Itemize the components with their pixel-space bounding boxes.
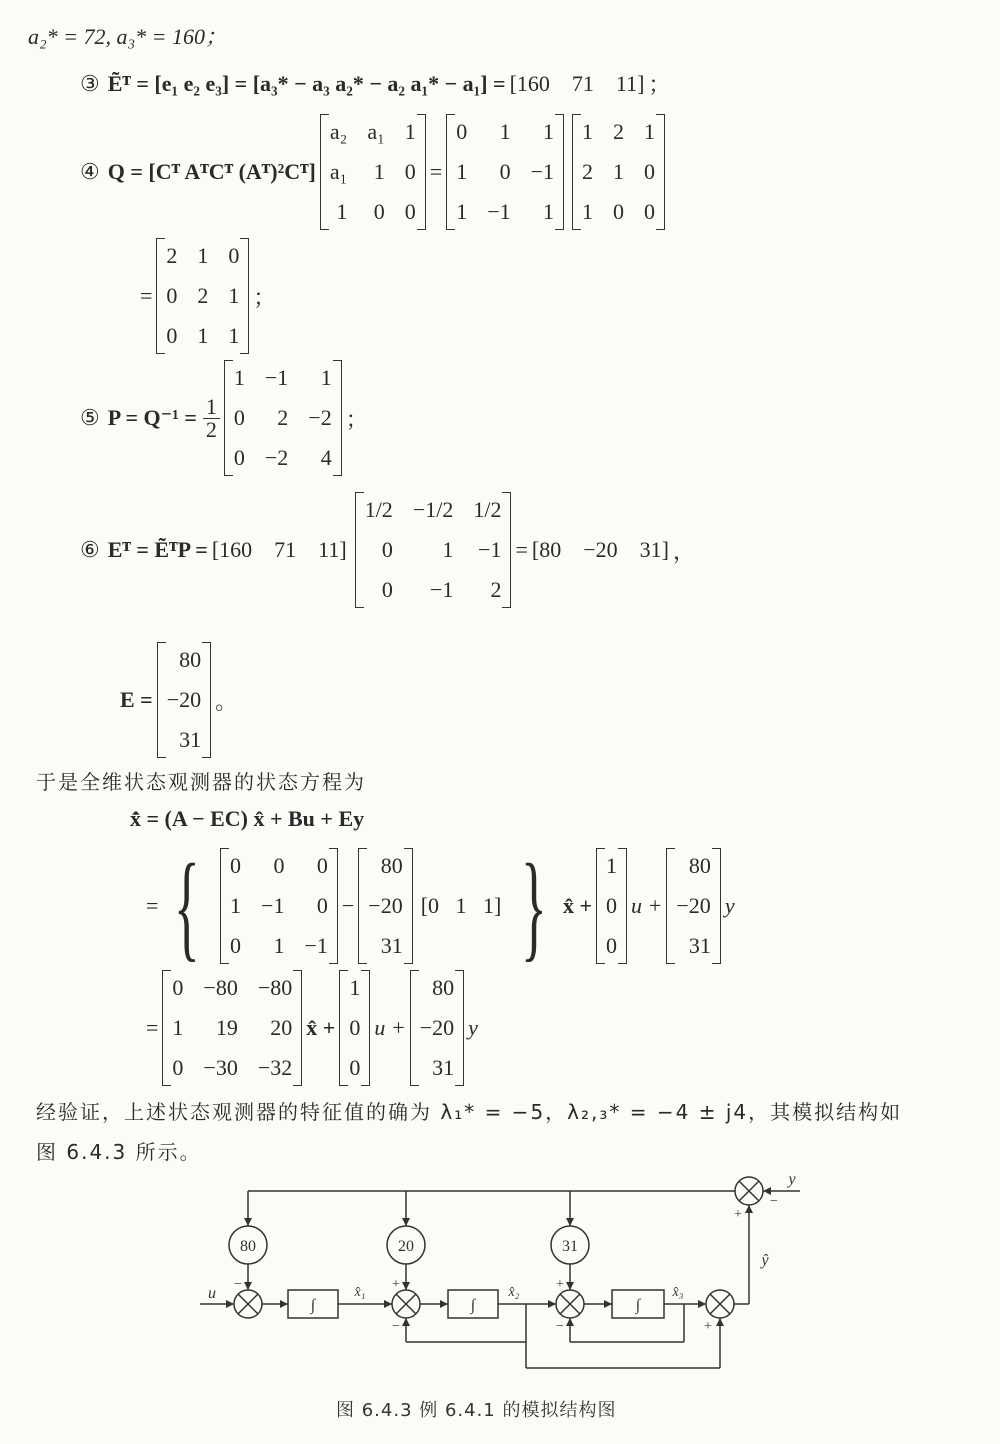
matrix-cell: 31 <box>432 1055 455 1080</box>
matrix-cell: 2 <box>277 405 289 430</box>
observer-equation: x̂̇ = (A − EC) x̂ + Bu + Ey <box>130 806 365 831</box>
punct: ， <box>672 538 695 564</box>
matrix-cell: −2 <box>308 405 332 430</box>
matrix-e <box>666 846 720 966</box>
matrix-cell: 1 <box>582 199 594 224</box>
matrix-cell: 1 <box>320 365 332 390</box>
matrix-cell: −1/2 <box>412 497 454 522</box>
sign-plus: + <box>734 1207 742 1222</box>
matrix-cell: −1 <box>478 537 502 562</box>
punct: ； <box>253 284 276 310</box>
matrix-b <box>339 968 370 1088</box>
matrix-cell: 1 <box>273 933 285 958</box>
observer-equation-result: = 0 −80 −80 1 19 20 0 −30 −32 x̂ + 1 0 0 u + 80 −20 31 y <box>146 968 478 1088</box>
sign-minus: − <box>556 1319 564 1334</box>
matrix-cell: −1 <box>429 577 454 602</box>
state-x3-label: x̂₃ <box>672 1285 684 1300</box>
step-3-vector: [160 71 11] <box>509 70 645 96</box>
matrix-cell: 0 <box>456 119 468 144</box>
matrix-cell: 0 <box>228 243 240 268</box>
integrator-1-symbol: ∫ <box>310 1297 316 1314</box>
matrix-a-coeff <box>320 112 426 232</box>
matrix-cell: 80 <box>688 853 711 878</box>
paragraph-figure-ref: 图 6.4.3 所示。 <box>36 1140 202 1164</box>
matrix-cell: 80 <box>179 647 202 672</box>
output-y-label: y <box>788 1171 796 1188</box>
fraction-half: $\frac{1}{2}$ <box>203 396 220 441</box>
matrix-cell: 1 <box>613 159 625 184</box>
matrix-cell: 31 <box>380 933 403 958</box>
matrix-cell: 0 <box>613 199 625 224</box>
matrix-cell: 1 <box>582 119 594 144</box>
step-6-number: ⑥ <box>80 537 100 562</box>
matrix-cell: 1 <box>644 119 656 144</box>
gain-20-label: 20 <box>398 1238 414 1255</box>
matrix-cell: 1/2 <box>364 497 393 522</box>
figure-caption: 图 6.4.3 例 6.4.1 的模拟结构图 <box>336 1400 617 1421</box>
matrix-cell: 0 <box>606 933 618 958</box>
matrix-cell: 80 <box>380 853 403 878</box>
matrix-cell: 4 <box>320 445 332 470</box>
matrix-cell: 1 <box>456 159 468 184</box>
matrix-cell: −2 <box>264 445 289 470</box>
matrix-cell: 1 <box>197 323 209 348</box>
matrix-p <box>224 358 342 478</box>
punct: 。 <box>215 688 238 714</box>
step-4-result: = 2 1 0 0 2 1 0 1 1 ； <box>140 236 275 356</box>
matrix-cell: −1 <box>304 933 328 958</box>
step-5-number: ⑤ <box>80 405 100 430</box>
step-4: ④ Q = [Cᵀ AᵀCᵀ (Aᵀ)²Cᵀ] a₂ a₁ 1 a₁ 1 0 1 0 0 = 0 1 1 1 0 −1 1 −1 1 1 2 1 2 1 0 1 0 0 <box>80 112 669 232</box>
sign-plus: + <box>392 1277 400 1292</box>
matrix-cell: −1 <box>487 199 511 224</box>
matrix-b <box>596 846 627 966</box>
matrix-cell: 1 <box>543 119 555 144</box>
matrix-cell: −80 <box>257 975 293 1000</box>
step-6-result-vector: [80 −20 31] <box>531 537 669 562</box>
matrix-cell: 0 <box>404 199 416 224</box>
matrix-cell: 0 <box>172 975 184 1000</box>
matrix-cell: 80 <box>432 975 455 1000</box>
step-3-number: ③ <box>80 70 100 96</box>
matrix-cell: −20 <box>676 893 711 918</box>
step-5-lhs: P = Q⁻¹ = <box>107 405 197 430</box>
step-4-number: ④ <box>80 159 100 184</box>
matrix-cell: 0 <box>349 1055 361 1080</box>
simulation-structure-diagram <box>0 1160 1000 1380</box>
punct: ； <box>345 406 368 432</box>
matrix-cell: a₂ <box>329 119 348 144</box>
matrix-cell: 20 <box>270 1015 293 1040</box>
matrix-cell: 1 <box>228 323 240 348</box>
vec-entry: 11 <box>615 70 638 96</box>
gain-80-label: 80 <box>240 1238 256 1255</box>
matrix-cell: 0 <box>230 853 242 878</box>
state-x2-label: x̂₂ <box>508 1285 520 1300</box>
matrix-cell: 2 <box>166 243 178 268</box>
step-6: ⑥ Eᵀ = ẼᵀP = [160 71 11] 1/2 −1/2 1/2 0 1 −1 0 −1 2 = [80 −20 31] ， <box>80 490 695 610</box>
matrix-cell: 0 <box>644 159 656 184</box>
matrix-cell: 0 <box>273 853 285 878</box>
matrix-cell: 2 <box>490 577 502 602</box>
paragraph-eigenvalues: 经验证，上述状态观测器的特征值的确为 λ₁* = −5，λ₂,₃* = −4 ± j4，其模拟结构如 <box>36 1100 903 1124</box>
matrix-cell: 1 <box>373 159 385 184</box>
matrix-cell: −20 <box>419 1015 455 1040</box>
matrix-cell: 2 <box>582 159 594 184</box>
matrix-cell: a₁ <box>329 159 348 184</box>
step-6-lhs: Eᵀ = ẼᵀP = <box>107 537 208 562</box>
sign-minus: − <box>234 1277 242 1292</box>
matrix-cell: 2 <box>613 119 625 144</box>
input-u-label: u <box>208 1285 216 1302</box>
integrator-2-symbol: ∫ <box>470 1297 476 1314</box>
summing-junction-output <box>706 1290 734 1318</box>
matrix-cell: 0 <box>404 159 416 184</box>
matrix-cell: 1 <box>543 199 555 224</box>
matrix-cell: 0 <box>233 445 245 470</box>
matrix-cell: 1 <box>172 1015 184 1040</box>
matrix-cell: −30 <box>203 1055 238 1080</box>
matrix-cell: 31 <box>688 933 711 958</box>
matrix-cell: 1/2 <box>473 497 502 522</box>
estimate-yhat-label: ŷ <box>761 1252 769 1269</box>
matrix-cell: 0 <box>316 893 328 918</box>
matrix-cell: 1 <box>228 283 240 308</box>
matrix-observability <box>446 112 564 232</box>
matrix-cell: 31 <box>179 727 202 752</box>
matrix-cell: 0 <box>499 159 511 184</box>
matrix-cell: 1 <box>197 243 209 268</box>
matrix-q <box>156 236 249 356</box>
matrix-cell: 0 <box>381 537 393 562</box>
matrix-cell: 1 <box>606 853 618 878</box>
sign-minus: − <box>392 1319 400 1334</box>
paragraph-observer-intro: 于是全维状态观测器的状态方程为 <box>36 770 366 794</box>
e-vector <box>120 640 237 760</box>
matrix-cell: 0 <box>349 1015 361 1040</box>
matrix-p-expanded <box>355 490 512 610</box>
step-4-lhs: Q = [Cᵀ AᵀCᵀ (Aᵀ)²Cᵀ] <box>107 159 316 184</box>
matrix-cell: 1 <box>404 119 416 144</box>
matrix-cell: −1 <box>264 365 289 390</box>
matrix-cell: 1 <box>336 199 348 224</box>
matrix-cell: 0 <box>166 323 178 348</box>
punct: ； <box>648 72 671 97</box>
matrix-cell: 0 <box>166 283 178 308</box>
step-5 <box>80 358 368 478</box>
matrix-cell: −1 <box>261 893 285 918</box>
sign-minus: − <box>770 1194 778 1209</box>
matrix-coeff-numeric <box>572 112 665 232</box>
matrix-cell: −20 <box>166 687 202 712</box>
matrix-cell: 1 <box>456 199 468 224</box>
matrix-a <box>220 846 338 966</box>
matrix-cell: −80 <box>203 975 238 1000</box>
matrix-cell: 1 <box>442 537 454 562</box>
step-6-vector: [160 71 11] <box>211 537 347 562</box>
matrix-cell: 1 <box>349 975 361 1000</box>
integrator-3-symbol: ∫ <box>635 1297 641 1314</box>
sign-plus: + <box>704 1319 712 1334</box>
matrix-e <box>157 640 211 760</box>
summing-junction-error <box>735 1177 763 1205</box>
observer-equation-expanded: = { 0 0 0 1 −1 0 0 1 −1 − 80 −20 31 [0 1 1] } x̂ + 1 0 0 u + 80 −20 31 y <box>146 839 735 972</box>
matrix-cell: 1 <box>230 893 242 918</box>
summing-junction-3 <box>556 1290 584 1318</box>
step-3-lhs: Ẽᵀ = [e₁ e₂ e₃] = [a₃* − a₃ a₂* − a₂ a₁* − a₁] = <box>107 70 506 96</box>
step-3 <box>80 68 670 99</box>
matrix-c: [0 1 1] <box>420 893 502 918</box>
vec-entry: 160 <box>516 70 550 96</box>
matrix-cell: 0 <box>316 853 328 878</box>
line-a-star-values: a₂* = 72, a₃* = 160； <box>28 24 227 49</box>
gain-31-label: 31 <box>562 1238 578 1255</box>
summing-junction-2 <box>392 1290 420 1318</box>
matrix-cell: −1 <box>530 159 555 184</box>
matrix-e <box>410 968 464 1088</box>
matrix-e <box>358 846 412 966</box>
matrix-cell: 0 <box>373 199 385 224</box>
matrix-cell: 0 <box>230 933 242 958</box>
matrix-cell: 19 <box>215 1015 238 1040</box>
summing-junction-1 <box>234 1290 262 1318</box>
matrix-cell: 0 <box>172 1055 184 1080</box>
matrix-cell: 0 <box>381 577 393 602</box>
matrix-cell: 0 <box>644 199 656 224</box>
vec-entry: 71 <box>571 70 594 96</box>
matrix-cell: 1 <box>499 119 511 144</box>
matrix-cell: −20 <box>368 893 403 918</box>
matrix-cell: 2 <box>197 283 209 308</box>
matrix-a-minus-ec <box>162 968 302 1088</box>
matrix-cell: 0 <box>233 405 245 430</box>
matrix-cell: 1 <box>233 365 245 390</box>
sign-plus: + <box>556 1277 564 1292</box>
matrix-cell: a₁ <box>367 119 385 144</box>
matrix-cell: 0 <box>606 893 618 918</box>
e-lhs: E = <box>120 687 153 712</box>
matrix-cell: −32 <box>257 1055 293 1080</box>
state-x1-label: x̂₁ <box>354 1285 366 1300</box>
